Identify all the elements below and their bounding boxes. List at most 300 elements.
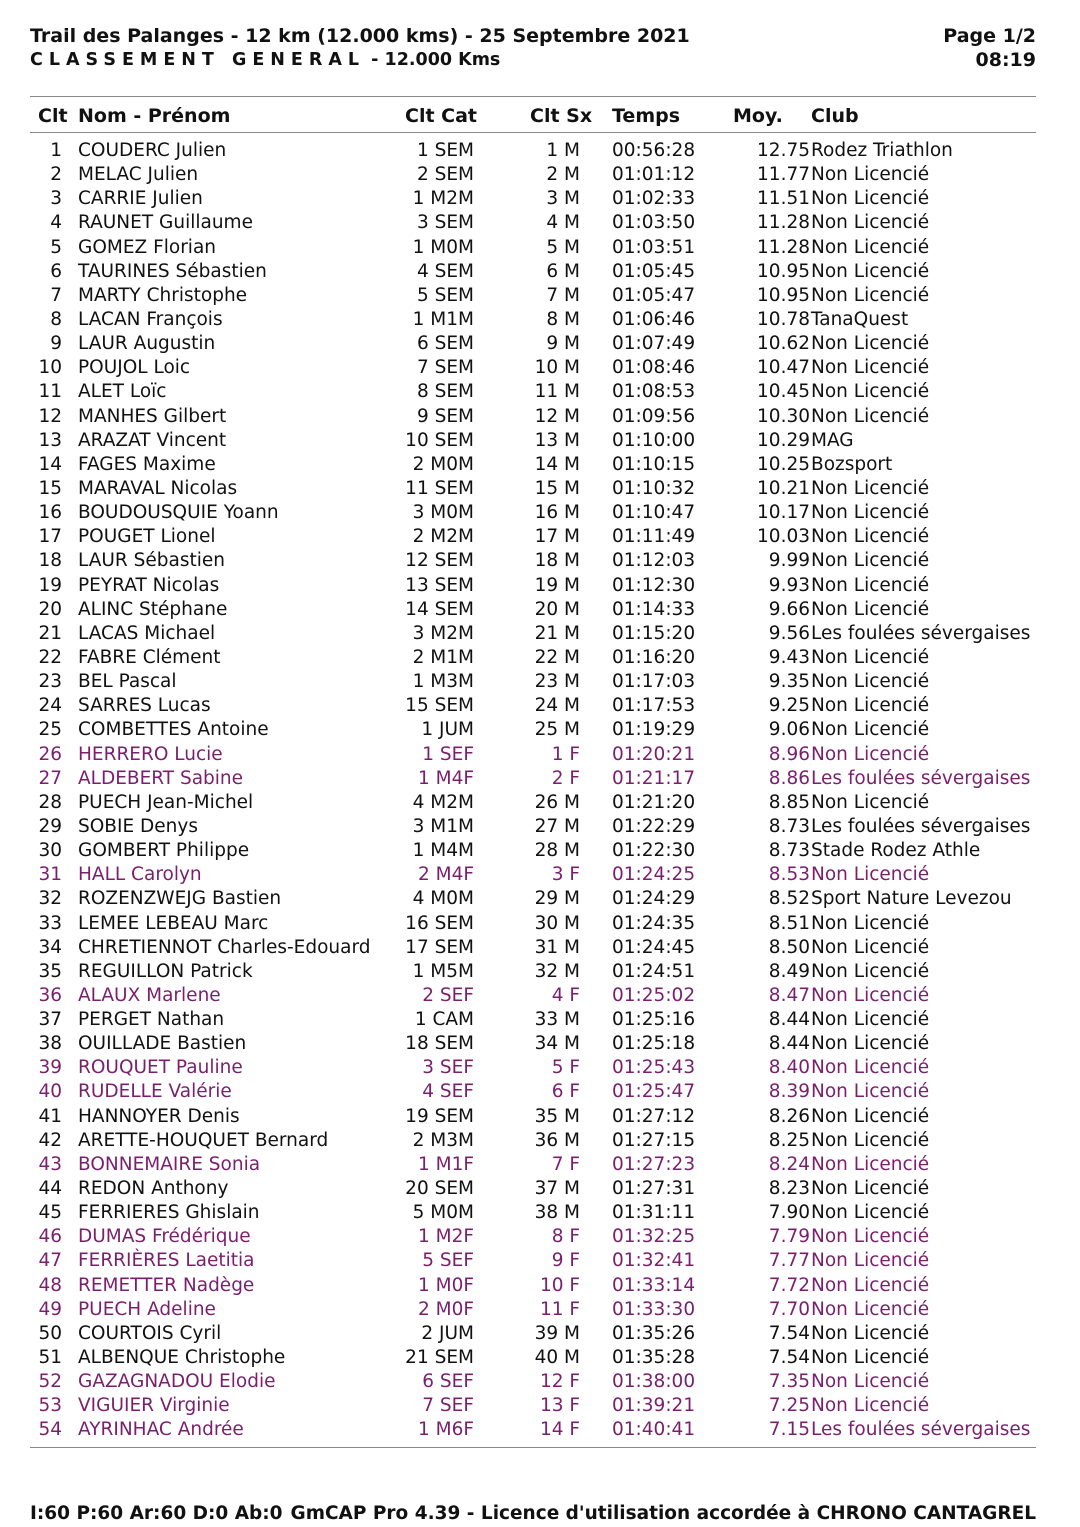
- cell-avg: 10.03: [757, 526, 810, 548]
- cell-club: Non Licencié: [811, 405, 930, 427]
- cell-time: 01:22:29: [612, 815, 696, 837]
- cell-name: GOMBERT Philippe: [78, 840, 250, 862]
- col-cat-header: Clt Cat: [405, 105, 478, 127]
- cell-cat: 3 SEM: [416, 212, 474, 234]
- table-row: [30, 1008, 1036, 1032]
- cell-club: Non Licencié: [811, 1395, 930, 1417]
- cell-cat: 2 JUM: [421, 1322, 474, 1344]
- table-row: [30, 429, 1036, 453]
- cell-avg: 8.44: [768, 1009, 810, 1031]
- cell-cat: 5 M0M: [412, 1202, 474, 1224]
- cell-name: VIGUIER Virginie: [78, 1395, 230, 1417]
- cell-club: Non Licencié: [811, 791, 930, 813]
- cell-rank: 6: [50, 260, 62, 282]
- cell-club: Non Licencié: [811, 719, 930, 741]
- table-row: [30, 791, 1036, 815]
- cell-club: Non Licencié: [811, 1298, 930, 1320]
- cell-sx: 32 M: [534, 960, 580, 982]
- cell-avg: 9.06: [768, 719, 810, 741]
- table-row: [30, 453, 1036, 477]
- cell-name: BOUDOUSQUIE Yoann: [78, 502, 279, 524]
- cell-sx: 40 M: [534, 1347, 580, 1369]
- cell-avg: 11.77: [757, 164, 810, 186]
- table-row: [30, 1274, 1036, 1298]
- cell-cat: 2 SEM: [416, 164, 474, 186]
- document-subtitle: [30, 48, 1036, 72]
- cell-sx: 26 M: [534, 791, 580, 813]
- cell-name: MARTY Christophe: [78, 284, 248, 306]
- cell-rank: 44: [38, 1178, 62, 1200]
- cell-rank: 46: [38, 1226, 62, 1248]
- table-row: [30, 477, 1036, 501]
- cell-club: Non Licencié: [811, 550, 930, 572]
- cell-name: REMETTER Nadège: [78, 1274, 255, 1296]
- cell-rank: 16: [38, 502, 62, 524]
- cell-avg: 7.90: [768, 1202, 810, 1224]
- table-row: [30, 1346, 1036, 1370]
- cell-avg: 7.15: [768, 1419, 810, 1441]
- cell-club: Non Licencié: [811, 1322, 930, 1344]
- cell-time: 01:21:17: [612, 767, 696, 789]
- table-row: [30, 574, 1036, 598]
- cell-name: ARAZAT Vincent: [78, 429, 227, 451]
- cell-rank: 13: [38, 429, 62, 451]
- cell-avg: 11.51: [757, 188, 810, 210]
- cell-time: 01:27:12: [612, 1105, 696, 1127]
- cell-avg: 8.26: [768, 1105, 810, 1127]
- cell-rank: 14: [38, 453, 62, 475]
- cell-time: 01:21:20: [612, 791, 696, 813]
- cell-time: 01:25:47: [612, 1081, 696, 1103]
- cell-sx: 1 F: [551, 743, 580, 765]
- cell-cat: 1 M1F: [417, 1153, 474, 1175]
- cell-cat: 1 M2M: [412, 188, 474, 210]
- table-row: [30, 1225, 1036, 1249]
- cell-club: Non Licencié: [811, 936, 930, 958]
- cell-rank: 25: [38, 719, 62, 741]
- cell-time: 01:03:50: [612, 212, 696, 234]
- cell-sx: 2 F: [551, 767, 580, 789]
- cell-name: LACAN François: [78, 308, 223, 330]
- cell-sx: 13 M: [534, 429, 580, 451]
- cell-cat: 1 M0F: [417, 1274, 474, 1296]
- cell-avg: 8.51: [768, 912, 810, 934]
- cell-avg: 8.25: [768, 1129, 810, 1151]
- cell-sx: 15 M: [534, 477, 580, 499]
- cell-time: 00:56:28: [612, 140, 696, 161]
- cell-club: Non Licencié: [811, 1371, 930, 1393]
- cell-cat: 1 M5M: [412, 960, 474, 982]
- cell-club: Non Licencié: [811, 912, 930, 934]
- cell-cat: 6 SEF: [422, 1371, 474, 1393]
- cell-avg: 10.95: [757, 260, 810, 282]
- cell-rank: 15: [38, 477, 62, 499]
- table-row: [30, 332, 1036, 356]
- cell-club: Non Licencié: [811, 1081, 930, 1103]
- cell-cat: 2 M1M: [412, 646, 474, 668]
- cell-cat: 1 M0M: [412, 236, 474, 258]
- subtitle-rest: - 12.000 Kms: [371, 50, 501, 70]
- cell-cat: 9 SEM: [416, 405, 474, 427]
- cell-time: 01:03:51: [612, 236, 696, 258]
- cell-rank: 53: [38, 1395, 62, 1417]
- cell-avg: 8.50: [768, 936, 810, 958]
- cell-rank: 40: [38, 1081, 62, 1103]
- header-rule-top: [30, 96, 1036, 97]
- cell-rank: 42: [38, 1129, 62, 1151]
- table-row: [30, 984, 1036, 1008]
- cell-sx: 27 M: [534, 815, 580, 837]
- cell-time: 01:14:33: [612, 598, 696, 620]
- cell-rank: 11: [38, 381, 62, 403]
- cell-time: 01:27:15: [612, 1129, 696, 1151]
- cell-cat: 14 SEM: [405, 598, 474, 620]
- cell-name: ROUQUET Pauline: [78, 1057, 243, 1079]
- cell-avg: 8.96: [768, 743, 810, 765]
- cell-rank: 28: [38, 791, 62, 813]
- cell-sx: 6 M: [546, 260, 580, 282]
- col-sx-header: Clt Sx: [530, 105, 593, 127]
- cell-avg: 10.25: [757, 453, 810, 475]
- cell-cat: 3 M0M: [412, 502, 474, 524]
- cell-sx: 19 M: [534, 574, 580, 596]
- cell-name: ALAUX Marlene: [78, 984, 221, 1006]
- cell-club: Non Licencié: [811, 1202, 930, 1224]
- cell-name: CHRETIENNOT Charles-Edouard: [78, 936, 371, 958]
- cell-rank: 20: [38, 598, 62, 620]
- cell-club: Non Licencié: [811, 1033, 930, 1055]
- cell-avg: 8.24: [768, 1153, 810, 1175]
- cell-time: 01:24:51: [612, 960, 696, 982]
- cell-sx: 29 M: [534, 888, 580, 910]
- cell-time: 01:25:43: [612, 1057, 696, 1079]
- cell-name: PEYRAT Nicolas: [78, 574, 220, 596]
- cell-avg: 11.28: [757, 212, 810, 234]
- cell-name: HALL Carolyn: [78, 864, 202, 886]
- cell-sx: 13 F: [539, 1395, 580, 1417]
- cell-sx: 39 M: [534, 1322, 580, 1344]
- table-row: [30, 163, 1036, 187]
- cell-cat: 2 M2M: [412, 526, 474, 548]
- cell-time: 01:08:53: [612, 381, 696, 403]
- cell-club: Non Licencié: [811, 743, 930, 765]
- cell-rank: 4: [50, 212, 62, 234]
- table-row: [30, 598, 1036, 622]
- cell-avg: 10.29: [757, 429, 810, 451]
- cell-time: 01:10:15: [612, 453, 696, 475]
- table-row: [30, 525, 1036, 549]
- table-row: [30, 670, 1036, 694]
- cell-avg: 7.72: [768, 1274, 810, 1296]
- cell-club: Non Licencié: [811, 1105, 930, 1127]
- cell-name: LEMEE LEBEAU Marc: [78, 912, 269, 934]
- results-table: [30, 139, 1036, 1443]
- cell-name: ALBENQUE Christophe: [78, 1347, 286, 1369]
- cell-name: FABRE Clément: [78, 646, 221, 668]
- cell-avg: 8.73: [768, 840, 810, 862]
- cell-rank: 30: [38, 840, 62, 862]
- cell-avg: 11.28: [757, 236, 810, 258]
- table-row: [30, 1298, 1036, 1322]
- cell-avg: 9.35: [768, 671, 810, 693]
- cell-time: 01:39:21: [612, 1395, 696, 1417]
- cell-sx: 7 M: [546, 284, 580, 306]
- cell-cat: 4 M2M: [412, 791, 474, 813]
- cell-time: 01:11:49: [612, 526, 696, 548]
- cell-cat: 5 SEM: [416, 284, 474, 306]
- cell-rank: 37: [38, 1009, 62, 1031]
- cell-cat: 18 SEM: [405, 1033, 474, 1055]
- cell-rank: 36: [38, 984, 62, 1006]
- cell-club: Non Licencié: [811, 477, 930, 499]
- cell-sx: 36 M: [534, 1129, 580, 1151]
- cell-avg: 10.45: [757, 381, 810, 403]
- cell-time: 01:27:31: [612, 1178, 696, 1200]
- cell-cat: 15 SEM: [405, 695, 474, 717]
- cell-rank: 7: [50, 284, 62, 306]
- table-row: [30, 1394, 1036, 1418]
- cell-avg: 7.54: [768, 1347, 810, 1369]
- cell-club: Les foulées sévergaises: [811, 815, 1031, 837]
- cell-club: Non Licencié: [811, 236, 930, 258]
- cell-time: 01:10:47: [612, 502, 696, 524]
- cell-name: ALET Loïc: [78, 381, 167, 403]
- cell-time: 01:27:23: [612, 1153, 696, 1175]
- table-row: [30, 1177, 1036, 1201]
- cell-rank: 51: [38, 1347, 62, 1369]
- cell-rank: 33: [38, 912, 62, 934]
- cell-rank: 17: [38, 526, 62, 548]
- cell-avg: 7.25: [768, 1395, 810, 1417]
- cell-cat: 2 SEF: [422, 984, 474, 1006]
- cell-rank: 1: [50, 140, 62, 161]
- cell-avg: 9.93: [768, 574, 810, 596]
- table-row: [30, 501, 1036, 525]
- cell-name: BEL Pascal: [78, 671, 177, 693]
- cell-name: PERGET Nathan: [78, 1009, 225, 1031]
- cell-rank: 5: [50, 236, 62, 258]
- cell-club: Non Licencié: [811, 1153, 930, 1175]
- cell-name: ROZENZWEJG Bastien: [78, 888, 282, 910]
- cell-club: MAG: [811, 429, 854, 451]
- cell-name: PUECH Jean-Michel: [78, 791, 254, 813]
- cell-sx: 20 M: [534, 598, 580, 620]
- cell-name: COURTOIS Cyril: [78, 1322, 222, 1344]
- cell-time: 01:33:14: [612, 1274, 696, 1296]
- cell-name: CARRIE Julien: [78, 188, 203, 210]
- cell-sx: 6 F: [551, 1081, 580, 1103]
- cell-rank: 9: [50, 333, 62, 355]
- cell-rank: 50: [38, 1322, 62, 1344]
- cell-time: 01:25:02: [612, 984, 696, 1006]
- cell-avg: 10.30: [757, 405, 810, 427]
- cell-time: 01:09:56: [612, 405, 696, 427]
- cell-name: RAUNET Guillaume: [78, 212, 253, 234]
- cell-name: HERRERO Lucie: [78, 743, 223, 765]
- cell-cat: 2 M0F: [417, 1298, 474, 1320]
- cell-time: 01:12:03: [612, 550, 696, 572]
- table-row: [30, 936, 1036, 960]
- cell-cat: 1 JUM: [421, 719, 474, 741]
- cell-avg: 7.79: [768, 1226, 810, 1248]
- cell-time: 01:24:29: [612, 888, 696, 910]
- cell-club: Les foulées sévergaises: [811, 767, 1031, 789]
- cell-sx: 14 F: [539, 1419, 580, 1441]
- cell-time: 01:10:00: [612, 429, 696, 451]
- cell-cat: 13 SEM: [405, 574, 474, 596]
- cell-sx: 21 M: [534, 622, 580, 644]
- table-row: [30, 284, 1036, 308]
- table-row: [30, 1105, 1036, 1129]
- cell-sx: 3 F: [551, 864, 580, 886]
- cell-name: POUJOL Loic: [78, 357, 191, 379]
- cell-name: REGUILLON Patrick: [78, 960, 253, 982]
- cell-rank: 27: [38, 767, 62, 789]
- cell-name: FERRIÈRES Laetitia: [78, 1250, 255, 1272]
- table-row: [30, 356, 1036, 380]
- cell-avg: 8.49: [768, 960, 810, 982]
- cell-name: SOBIE Denys: [78, 815, 198, 837]
- table-row: [30, 839, 1036, 863]
- cell-cat: 20 SEM: [405, 1178, 474, 1200]
- cell-club: Non Licencié: [811, 695, 930, 717]
- cell-sx: 12 M: [534, 405, 580, 427]
- cell-cat: 5 SEF: [422, 1250, 474, 1272]
- cell-name: HANNOYER Denis: [78, 1105, 240, 1127]
- cell-club: Non Licencié: [811, 212, 930, 234]
- print-time: 08:19: [975, 49, 1036, 71]
- cell-avg: 7.70: [768, 1298, 810, 1320]
- cell-avg: 9.25: [768, 695, 810, 717]
- cell-sx: 17 M: [534, 526, 580, 548]
- cell-cat: 4 SEM: [416, 260, 474, 282]
- cell-name: PUECH Adeline: [78, 1298, 216, 1320]
- table-row: [30, 1056, 1036, 1080]
- cell-name: POUGET Lionel: [78, 526, 216, 548]
- cell-time: 01:32:25: [612, 1226, 696, 1248]
- footer-stats: I:60 P:60 Ar:60 D:0 Ab:0: [30, 1503, 283, 1524]
- document-title: Trail des Palanges - 12 km (12.000 kms) - 25 Septembre 2021: [30, 25, 690, 47]
- table-row: [30, 743, 1036, 767]
- cell-cat: 1 M3M: [412, 671, 474, 693]
- cell-sx: 1 M: [546, 140, 580, 161]
- table-row: [30, 718, 1036, 742]
- table-row: [30, 1322, 1036, 1346]
- cell-club: Non Licencié: [811, 502, 930, 524]
- cell-time: 01:20:21: [612, 743, 696, 765]
- cell-club: Non Licencié: [811, 598, 930, 620]
- table-row: [30, 694, 1036, 718]
- cell-name: RUDELLE Valérie: [78, 1081, 232, 1103]
- table-row: [30, 863, 1036, 887]
- cell-time: 01:06:46: [612, 308, 696, 330]
- cell-club: Non Licencié: [811, 646, 930, 668]
- cell-avg: 10.78: [757, 308, 810, 330]
- cell-club: Non Licencié: [811, 671, 930, 693]
- cell-name: GAZAGNADOU Elodie: [78, 1371, 276, 1393]
- cell-time: 01:24:25: [612, 864, 696, 886]
- cell-avg: 7.35: [768, 1371, 810, 1393]
- cell-sx: 34 M: [534, 1033, 580, 1055]
- cell-name: COMBETTES Antoine: [78, 719, 269, 741]
- cell-sx: 7 F: [551, 1153, 580, 1175]
- cell-name: LAUR Augustin: [78, 333, 216, 355]
- cell-cat: 2 M0M: [412, 453, 474, 475]
- cell-club: Non Licencié: [811, 284, 930, 306]
- cell-club: Non Licencié: [811, 164, 930, 186]
- cell-time: 01:32:41: [612, 1250, 696, 1272]
- cell-name: MELAC Julien: [78, 164, 199, 186]
- cell-sx: 8 F: [551, 1226, 580, 1248]
- cell-club: Non Licencié: [811, 1009, 930, 1031]
- cell-time: 01:22:30: [612, 840, 696, 862]
- cell-club: Non Licencié: [811, 357, 930, 379]
- cell-rank: 29: [38, 815, 62, 837]
- cell-time: 01:40:41: [612, 1419, 696, 1441]
- table-row: [30, 1249, 1036, 1273]
- cell-rank: 19: [38, 574, 62, 596]
- cell-rank: 10: [38, 357, 62, 379]
- cell-name: MANHES Gilbert: [78, 405, 227, 427]
- table-rule-bottom: [30, 1447, 1036, 1448]
- cell-cat: 1 M2F: [417, 1226, 474, 1248]
- cell-club: Non Licencié: [811, 1057, 930, 1079]
- column-header-row: [30, 103, 1036, 129]
- cell-club: Non Licencié: [811, 984, 930, 1006]
- cell-avg: 10.95: [757, 284, 810, 306]
- cell-rank: 3: [50, 188, 62, 210]
- cell-sx: 24 M: [534, 695, 580, 717]
- cell-name: MARAVAL Nicolas: [78, 477, 238, 499]
- cell-rank: 24: [38, 695, 62, 717]
- cell-sx: 35 M: [534, 1105, 580, 1127]
- cell-avg: 12.75: [757, 140, 810, 161]
- cell-club: Non Licencié: [811, 1226, 930, 1248]
- cell-club: Non Licencié: [811, 960, 930, 982]
- table-row: [30, 1418, 1036, 1442]
- cell-cat: 16 SEM: [405, 912, 474, 934]
- cell-name: FERRIERES Ghislain: [78, 1202, 260, 1224]
- cell-cat: 1 M6F: [417, 1419, 474, 1441]
- cell-sx: 4 F: [551, 984, 580, 1006]
- cell-club: Bozsport: [811, 453, 893, 475]
- cell-time: 01:12:30: [612, 574, 696, 596]
- table-row: [30, 1032, 1036, 1056]
- table-row: [30, 1370, 1036, 1394]
- table-row: [30, 646, 1036, 670]
- cell-rank: 52: [38, 1371, 62, 1393]
- cell-time: 01:16:20: [612, 646, 696, 668]
- cell-club: Non Licencié: [811, 526, 930, 548]
- table-row: [30, 622, 1036, 646]
- cell-cat: 4 M0M: [412, 888, 474, 910]
- cell-time: 01:15:20: [612, 622, 696, 644]
- document-header: [30, 24, 1036, 72]
- cell-rank: 26: [38, 743, 62, 765]
- cell-name: LAUR Sébastien: [78, 550, 226, 572]
- cell-club: Non Licencié: [811, 1347, 930, 1369]
- cell-rank: 35: [38, 960, 62, 982]
- cell-time: 01:24:35: [612, 912, 696, 934]
- cell-name: REDON Anthony: [78, 1178, 229, 1200]
- footer-licence: GmCAP Pro 4.39 - Licence d'utilisation accordée à CHRONO CANTAGREL: [290, 1503, 1036, 1524]
- cell-club: Non Licencié: [811, 188, 930, 210]
- table-row: [30, 1129, 1036, 1153]
- cell-rank: 21: [38, 622, 62, 644]
- cell-cat: 3 M2M: [412, 622, 474, 644]
- cell-avg: 9.56: [768, 622, 810, 644]
- cell-name: AYRINHAC Andrée: [78, 1419, 244, 1441]
